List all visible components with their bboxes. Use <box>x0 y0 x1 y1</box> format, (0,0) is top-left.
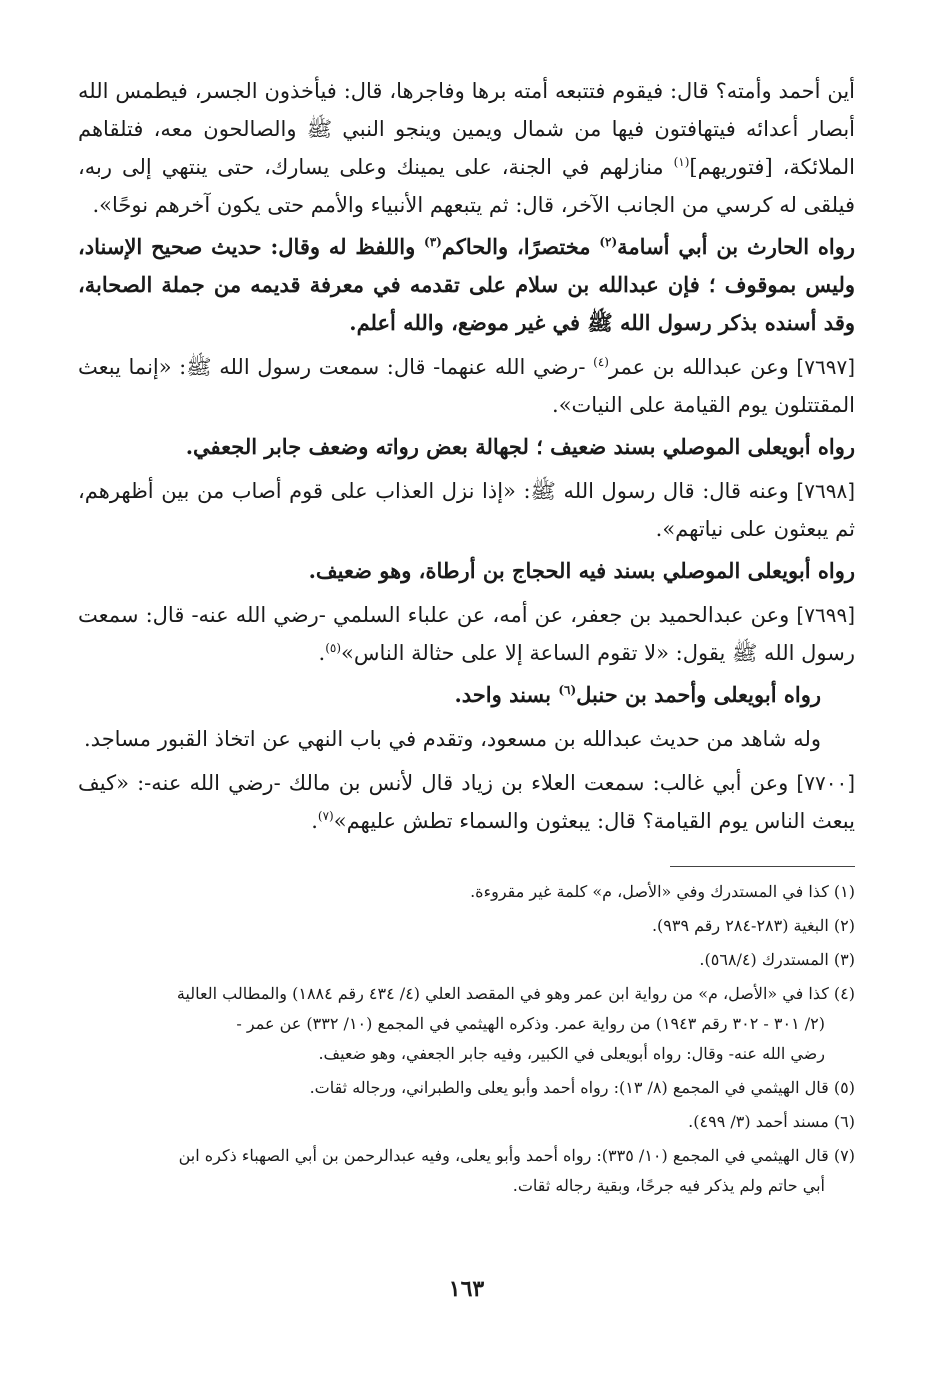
hadith-entry-7700: [٧٧٠٠] وعن أبي غالب: سمعت العلاء بن زياد قال لأنس بن مالك -رضي الله عنه-: «كيف يبعث الناس يوم القيامة؟ قال: يبعثون والسماء تطش عليهم»$^{(٧)}$. <box>78 771 855 833</box>
narration-note: رواه أبويعلى وأحمد بن حنبل$^{(٦)}$ بسند واحد. <box>454 682 821 707</box>
narration-note: رواه أبويعلى الموصلي بسند ضعيف ؛ لجهالة بعض رواته وضعف جابر الجعفي. <box>185 434 855 459</box>
footnote-4: (٤) كذا في «الأصل، م» من رواية ابن عمر وهو في المقصد العلي (٤/ ٤٣٤ رقم ١٨٨٤) والمطالب العالية (٢/ ٣٠١ - ٣٠٢ رقم ١٩٤٣) من رواية عمر. وذكره الهيثمي في المجمع (١٠/ ٣٣٢) عن عمر - رضي الله عنه- وقال: رواه أبويعلى في الكبير، وفيه جابر الجعفي، وهو ضعيف. <box>176 984 855 1063</box>
footnote-7: (٧) قال الهيثمي في المجمع (١٠/ ٣٣٥): رواه أحمد وأبو يعلى، وفيه عبدالرحمن بن أبي الصهباء ذكره ابن أبي حاتم ولم يذكر فيه جرحًا، وبقية رجاله ثقات. <box>178 1146 855 1195</box>
footnote-1: (١) كذا في المستدرك وفي «الأصل، م» كلمة غير مقروءة. <box>470 882 855 901</box>
supporting-note: وله شاهد من حديث عبدالله بن مسعود، وتقدم في باب النهي عن اتخاذ القبور مساجد. <box>84 727 821 751</box>
entry-number: [٧٦٩٩] <box>796 603 855 627</box>
footnotes <box>78 877 855 1201</box>
footnote-ref-7: (٧) <box>317 809 334 823</box>
narration-note: رواه الحارث بن أبي أسامة$^{(٢)}$ مختصرًا، والحاكم$^{(٣)}$ واللفظ له وقال: حديث صحيح الإسناد، وليس بموقوف ؛ فإن عبدالله بن سلام على تقدمه في معرفة قديمه من جملة الصحابة، وقد أسنده بذكر رسول الله ﷺ في غير موضع، والله أعلم. <box>78 234 855 335</box>
narration-note: رواه أبويعلى الموصلي بسند فيه الحجاج بن أرطاة، وهو ضعيف. <box>308 558 855 583</box>
footnote-6: (٦) مسند أحمد (٣/ ٤٩٩). <box>688 1112 855 1131</box>
hadith-entry-7697: [٧٦٩٧] وعن عبدالله بن عمر$^{(٤)}$ -رضي الله عنهما- قال: سمعت رسول الله ﷺ: «إنما يبعث المقتتلون يوم القيامة على النيات». <box>78 355 855 417</box>
footnote-2: (٢) البغية (٢٨٣-٢٨٤ رقم ٩٣٩). <box>651 916 855 935</box>
footnote-ref-4: (٤) <box>593 355 609 369</box>
footnote-3: (٣) المستدرك (٥٦٨/٤). <box>699 950 855 969</box>
main-text <box>78 72 855 840</box>
hadith-entry-7699: [٧٦٩٩] وعن عبدالحميد بن جعفر، عن أمه، عن علباء السلمي -رضي الله عنه- قال: سمعت رسول الله ﷺ يقول: «لا تقوم الساعة إلا على حثالة الناس»$^{(٥)}$. <box>78 603 855 665</box>
hadith-entry-7698: [٧٦٩٨] وعنه قال: قال رسول الله ﷺ: «إذا نزل العذاب على قوم أصاب من بين أظهرهم، ثم يبعثون على نياتهم». <box>78 479 855 541</box>
footnote-ref-3: (٣) <box>424 235 442 249</box>
footnote-ref-6: (٦) <box>558 683 577 697</box>
footnote-5: (٥) قال الهيثمي في المجمع (٨/ ١٣): رواه أحمد وأبو يعلى والطبراني، ورجاله ثقات. <box>309 1078 855 1097</box>
footnote-ref-5: (٥) <box>325 641 342 655</box>
footnote-divider <box>670 866 855 867</box>
page-number: ١٦٣ <box>448 1276 485 1302</box>
footnote-ref-2: (٢) <box>599 235 618 249</box>
entry-number: [٧٧٠٠] <box>796 771 855 795</box>
entry-number: [٧٦٩٨] <box>796 479 855 503</box>
hadith-continuation: أين أحمد وأمته؟ قال: فيقوم فتتبعه أمته برها وفاجرها، قال: فيأخذون الجسر، فيطمس الله أبصار أعدائه فيتهافتون فيها من شمال ويمين وينجو النبي ﷺ والصالحون معه، فتلقاهم الملائكة، [فتوريهم]$^{(١)}$ منازلهم في الجنة، على يمينك وعلى يسارك، حتى ينتهي إلى ربه، فيلقى له كرسي من الجانب الآخر، قال: ثم يتبعهم الأنبياء والأمم حتى يكون آخرهم نوحًا». <box>78 79 855 217</box>
footnote-ref-1: (١) <box>673 155 690 169</box>
entry-number: [٧٦٩٧] <box>796 355 855 379</box>
